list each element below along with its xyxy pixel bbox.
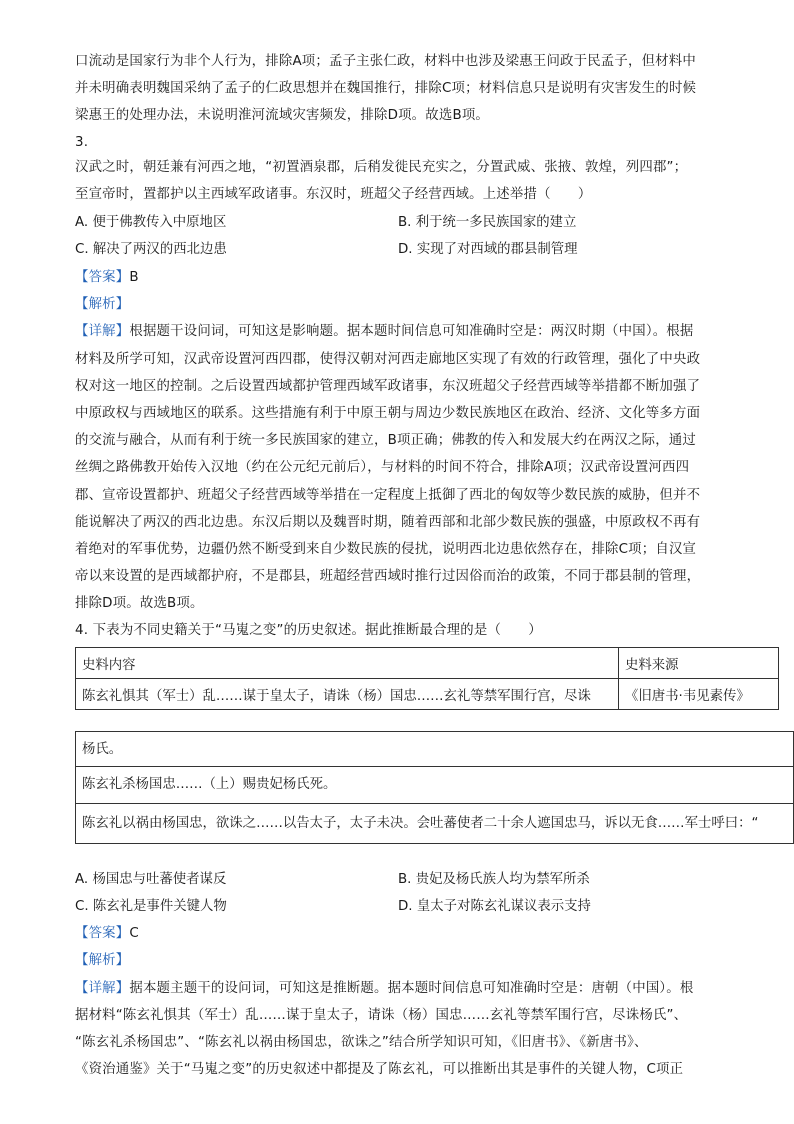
- q3-option-a: A. 便于佛教传入中原地区: [75, 215, 227, 230]
- source-table: [75, 647, 779, 710]
- q4-option-c: C. 陈玄礼是事件关键人物: [75, 899, 227, 914]
- q4-detail-line-4: 《资治通鉴》关于“马嵬之变”的历史叙述中都提及了陈玄礼，可以推断出其是事件的关键人物，C项正: [75, 1062, 684, 1077]
- q4-detail-line-2: 据材料“陈玄礼惧其（军士）乱……谋于皇太子，请诛（杨）国忠……玄礼等禁军围行宫，尽诛杨氏”、: [75, 1008, 688, 1023]
- q3-detail-line-4: 中原政权与西域地区的联系。这些措施有利于中原王朝与周边少数民族地区在政治、经济、文化等多方面: [75, 406, 701, 421]
- q3-detail-line-7: 郡、宣帝设置都护、班超父子经营西域等举措在一定程度上抵御了西北的匈奴等少数民族的威胁，但并不: [75, 488, 701, 503]
- answer-value: C: [129, 926, 139, 941]
- q3-detail-line-3: 权对这一地区的控制。之后设置西域都护管理西域军政诸事，东汉班超父子经营西域等举措都不断加强了: [75, 379, 701, 394]
- q3-detail-line-6: 丝绸之路佛教开始传入汉地（约在公元纪元前后），与材料的时间不符合，排除A项；汉武帝设置河西四: [75, 460, 690, 475]
- answer-value: B: [129, 270, 139, 285]
- q4-option-d: D. 皇太子对陈玄礼谋议表示支持: [398, 899, 591, 914]
- table-header-source: 史料来源: [619, 648, 779, 679]
- answer-label: 【答案】: [75, 270, 130, 285]
- q3-detail-line-9: 着绝对的军事优势，边疆仍然不断受到来自少数民族的侵扰，说明西北边患依然存在，排除C项；自汉宣: [75, 542, 697, 557]
- table-cell-source: 《旧唐书·韦见素传》: [619, 679, 779, 710]
- table-row-continuation: 杨氏。: [75, 731, 794, 767]
- q3-analysis-label: 【解析】: [75, 297, 130, 312]
- q3-number: 3.: [75, 135, 89, 150]
- q3-option-c: C. 解决了两汉的西北边患: [75, 242, 227, 257]
- table-header-content: 史料内容: [76, 648, 619, 679]
- q3-answer: [75, 268, 139, 288]
- q4-stem: 4. 下表为不同史籍关于“马嵬之变”的历史叙述。据此推断最合理的是（ ）: [75, 623, 542, 638]
- table-header-row: [76, 648, 779, 679]
- prev-analysis-line-3: 梁惠王的处理办法，未说明淮河流域灾害频发，排除D项。故选B项。: [75, 108, 490, 123]
- table-row-3: 陈玄礼以祸由杨国忠，欲诛之……以告太子，太子未决。会吐蕃使者二十余人遮国忠马，诉以无食……军士呼曰：“: [75, 803, 794, 844]
- prev-analysis-line-2: 并未明确表明魏国采纳了孟子的仁政思想并在魏国推行，排除C项；材料信息只是说明有灾害发生的时候: [75, 81, 697, 96]
- q3-detail-line-10: 帝以来设置的是西域都护府，不是郡县，班超经营西域时推行过因俗而治的政策，不同于郡县制的管理，: [75, 569, 701, 584]
- q3-detail-line-1: [75, 322, 693, 342]
- table-row: [76, 679, 779, 710]
- table-cell-content: 陈玄礼惧其（军士）乱……谋于皇太子，请诛（杨）国忠……玄礼等禁军围行宫，尽诛: [76, 679, 619, 710]
- q4-detail-line-3: “陈玄礼杀杨国忠”、“陈玄礼以祸由杨国忠，欲诛之”结合所学知识可知，《旧唐书》、《新唐书》、: [75, 1035, 648, 1050]
- answer-label: 【答案】: [75, 926, 130, 941]
- q3-detail-line-8: 能说解决了两汉的西北边患。东汉后期以及魏晋时期，随着西部和北部少数民族的强盛，中原政权不再有: [75, 515, 701, 530]
- q3-option-d: D. 实现了对西域的郡县制管理: [398, 242, 578, 257]
- q4-answer: [75, 924, 139, 944]
- detail-text: 据本题主题干的设问词，可知这是推断题。据本题时间信息可知准确时空是：唐朝（中国）。根: [129, 981, 694, 996]
- q3-stem-line-2: 至宣帝时，置都护以主西域军政诸事。东汉时，班超父子经营西域。上述举措（ ）: [75, 187, 592, 202]
- detail-label: 【详解】: [75, 981, 130, 996]
- q3-detail-line-11: 排除D项。故选B项。: [75, 596, 204, 611]
- detail-text: 根据题干设问词，可知这是影响题。据本题时间信息可知准确时空是：两汉时期（中国）。根据: [129, 324, 694, 339]
- q4-option-b: B. 贵妃及杨氏族人均为禁军所杀: [398, 872, 590, 887]
- q3-stem-line-1: 汉武之时，朝廷兼有河西之地，“初置酒泉郡，后稍发徙民充实之，分置武威、张掖、敦煌，列四郡”；: [75, 160, 688, 175]
- q4-analysis-label: 【解析】: [75, 953, 130, 968]
- detail-label: 【详解】: [75, 324, 130, 339]
- q4-detail-line-1: [75, 979, 693, 999]
- q3-option-b: B. 利于统一多民族国家的建立: [398, 215, 577, 230]
- prev-analysis-line-1: 口流动是国家行为非个人行为，排除A项；孟子主张仁政，材料中也涉及梁惠王问政于民孟子，但材料中: [75, 54, 696, 69]
- q3-detail-line-5: 的交流与融合，从而有利于统一多民族国家的建立，B项正确；佛教的传入和发展大约在两汉之际，通过: [75, 433, 696, 448]
- table-row-2: 陈玄礼杀杨国忠……（上）赐贵妃杨氏死。: [75, 766, 794, 804]
- q3-detail-line-2: 材料及所学可知，汉武帝设置河西四郡，使得汉朝对河西走廊地区实现了有效的行政管理，强化了中央政: [75, 352, 701, 367]
- q4-option-a: A. 杨国忠与吐蕃使者谋反: [75, 872, 227, 887]
